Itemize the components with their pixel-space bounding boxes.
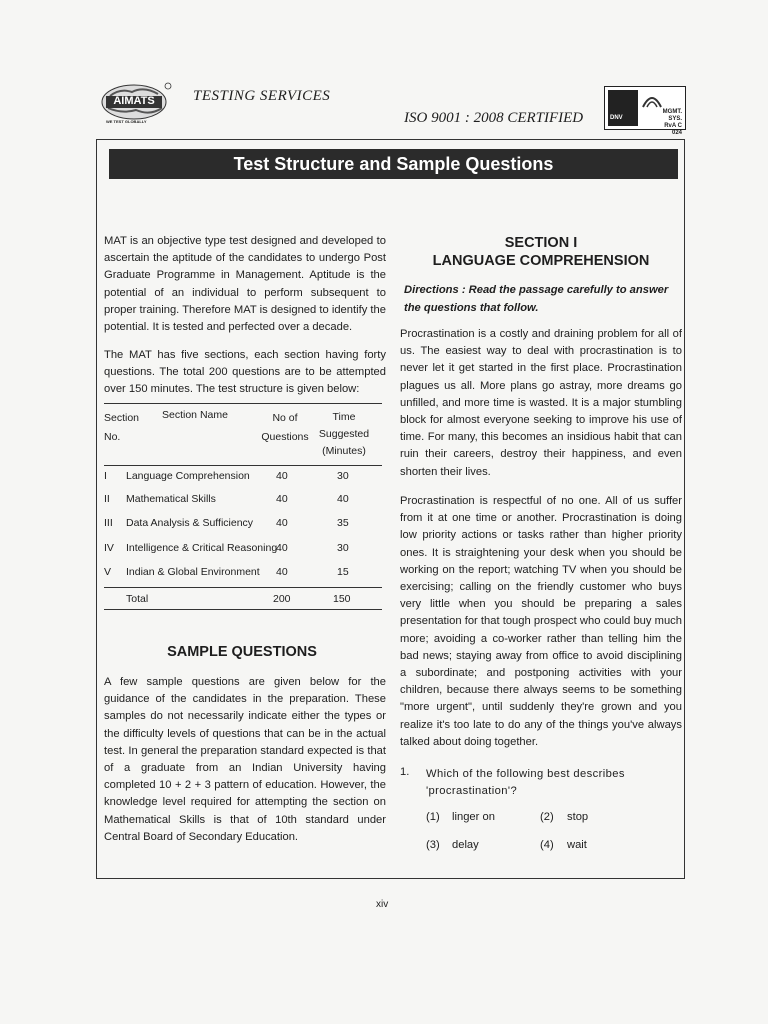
intro-paragraph-2: The MAT has five sections, each section having forty questions. The total 200 questions are to be attempted over 150 minutes. The test structure is given below: <box>104 349 386 396</box>
table-bottom-rule <box>104 609 382 610</box>
logo-text: AIMATS <box>113 95 155 107</box>
option-text: wait <box>567 839 587 851</box>
row-questions: 40 <box>276 542 288 554</box>
row-time: 30 <box>337 470 349 482</box>
total-label: Total <box>126 593 149 605</box>
test-structure-table-header <box>104 409 382 469</box>
passage-paragraph-2: Procrastination is respectful of no one. All of us suffer from it at one time or another. Procrastination is doing low priority actions or tasks rather than higher priority ones. It is straightening your desk when you should be working on the report; watching TV when you should be exercising; calling on the friendly customer who buys very little when you should be preparing a sales presentation for that tough prospect who could buy much more; avoiding a co-worker rather than telling him the bad news; staying away from office to avoid disciplining a subordinate; and postponing activities with your children, because there always seems to be something "more urgent", until suddenly they're grown and you realize it's too late to do any of the things you've always talked about doing together. <box>400 495 682 748</box>
cert-seal-icon <box>641 91 663 109</box>
row-no: V <box>104 566 112 578</box>
badge-mark: DNV <box>610 115 623 121</box>
option-text: stop <box>567 811 589 823</box>
badge-text: MGMT. SYS. RvA C 024 <box>662 109 682 136</box>
row-no: II <box>104 493 110 505</box>
brand-line: TESTING SERVICES <box>193 88 331 104</box>
certification-badge <box>604 86 686 136</box>
section-heading: SECTION I <box>504 235 578 251</box>
row-questions: 40 <box>276 470 288 482</box>
iso-certification: ISO 9001 : 2008 CERTIFIED <box>404 110 584 126</box>
option-number: (4) <box>540 839 554 851</box>
question-text: Which of the following best describes 'procrastination'? <box>426 768 625 797</box>
logo-tagline: WE TEST GLOBALLY <box>106 119 147 124</box>
sample-questions-heading: SAMPLE QUESTIONS <box>167 644 317 660</box>
option-text: linger on <box>452 811 495 823</box>
total-time: 150 <box>333 593 351 605</box>
row-no: III <box>104 517 113 529</box>
row-name: Indian & Global Environment <box>126 566 260 578</box>
header-section-name: Section Name <box>162 409 228 421</box>
option-text: delay <box>452 839 479 851</box>
page-title: Test Structure and Sample Questions <box>109 149 678 179</box>
aimats-logo <box>100 82 172 126</box>
header-time: Time Suggested (Minutes) <box>318 411 370 457</box>
row-questions: 40 <box>276 517 288 529</box>
row-time: 15 <box>337 566 349 578</box>
table-top-rule <box>104 403 382 404</box>
intro-paragraph-1: MAT is an objective type test designed and developed to ascertain the aptitude of the candidates to undergo Post Graduate Programme in Management. Aptitude is the potential of an individual to perform subsequent to proper training. Therefore MAT is designed to identify the potential. It is tested and perfected over a decade. <box>104 235 386 334</box>
question-number: 1. <box>400 766 410 778</box>
option-number: (2) <box>540 811 554 823</box>
table-header-rule <box>104 465 382 466</box>
sample-paragraph: A few sample questions are given below for the guidance of the candidates in the preparation. These samples do not necessarily indicate either the types or the difficulty levels of questions that can be in the actual test. In general the preparation standard expected is that of a graduate from an Indian University having completed 10 + 2 + 3 pattern of education. However, the knowledge level required for attempting the section on Mathematical Skills is that of 10th standard under Central Board of Secondary Education. <box>104 676 386 843</box>
row-time: 30 <box>337 542 349 554</box>
row-name: Mathematical Skills <box>126 493 216 505</box>
row-no: IV <box>104 542 114 554</box>
row-name: Language Comprehension <box>126 470 250 482</box>
total-questions: 200 <box>273 593 291 605</box>
page-number: xiv <box>376 899 389 910</box>
row-name: Data Analysis & Sufficiency <box>126 517 254 529</box>
table-total-rule <box>104 587 382 588</box>
header-questions: No of Questions <box>261 412 309 443</box>
row-no: I <box>104 470 107 482</box>
header-section-no: Section No. <box>104 412 140 443</box>
option-number: (3) <box>426 839 440 851</box>
row-time: 40 <box>337 493 349 505</box>
option-number: (1) <box>426 811 440 823</box>
row-questions: 40 <box>276 566 288 578</box>
passage-paragraph-1: Procrastination is a costly and draining problem for all of us. The easiest way to deal with procrastination is to never let it get started in the first place. Procrastination plagues us all. More plans go astray, more dreams go unfilled, and more time is wasted. It is a major stumbling block for almost everyone seeking to improve his use of time. For many, this becomes an insidious habit that can ruin their careers, destroy their happiness, and even shorten their lives. <box>400 328 682 478</box>
row-time: 35 <box>337 517 349 529</box>
directions-text: Directions : Read the passage carefully to answer the questions that follow. <box>404 284 669 314</box>
section-subheading: LANGUAGE COMPREHENSION <box>432 253 650 269</box>
row-questions: 40 <box>276 493 288 505</box>
row-name: Intelligence & Critical Reasoning <box>126 542 278 554</box>
